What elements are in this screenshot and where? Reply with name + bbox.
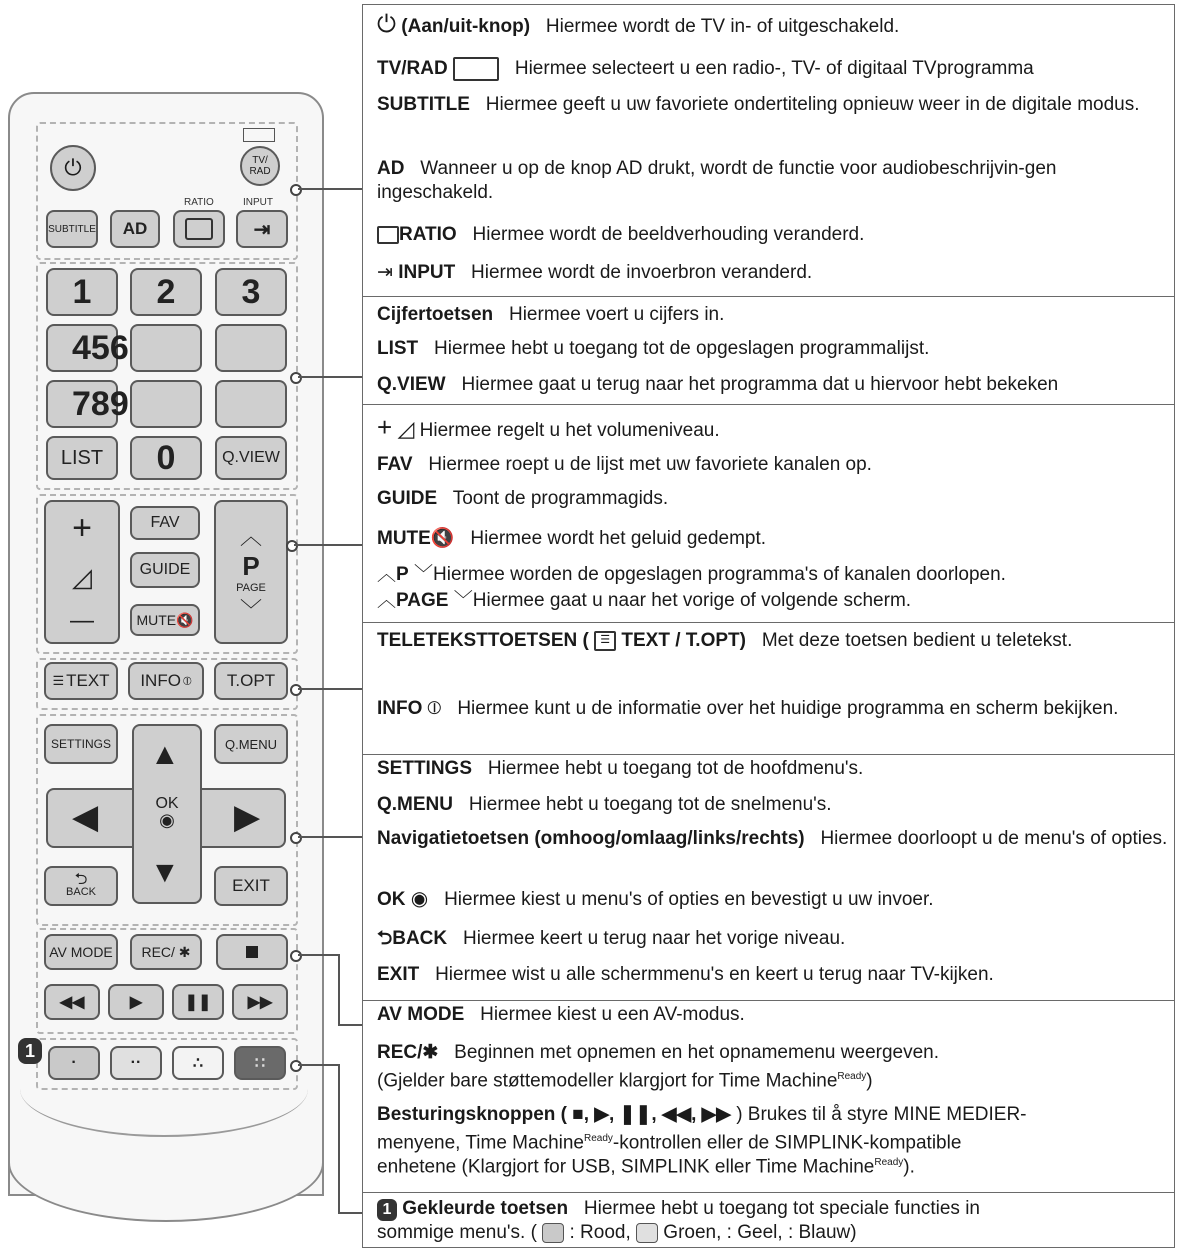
- ok-row: OK ◉ Hiermee kiest u menu's of opties en bevestigt u uw invoer.: [377, 888, 934, 910]
- page-row: ︿PAGE ﹀Hiermee gaat u naar het vorige of volgende scherm.: [377, 590, 912, 611]
- right-arrow-button[interactable]: ▶: [234, 798, 261, 836]
- chevron-up-icon: ︿: [239, 523, 262, 549]
- volume-plus-icon: +: [72, 509, 92, 547]
- connector-line-1b: [340, 188, 362, 190]
- number-9-button[interactable]: [215, 380, 287, 428]
- red-swatch: [542, 1223, 564, 1243]
- section-navigation: [363, 755, 1174, 1001]
- text-button[interactable]: ☰ TEXT: [44, 662, 118, 700]
- section-top-keys: [363, 5, 1174, 297]
- qmenu-button[interactable]: Q.MENU: [214, 724, 288, 764]
- exit-row: EXIT Hiermee wist u alle schermmenu's en keert u terug naar TV-kijken.: [377, 964, 994, 985]
- chevron-up-icon: ︿: [377, 564, 397, 585]
- ok-icon: ◉: [159, 810, 175, 830]
- number-2-button[interactable]: 2: [130, 268, 202, 316]
- rec-row: REC/✱ Beginnen met opnemen en het opnamemenu weergeven.: [377, 1042, 940, 1063]
- connector-line-7h: [338, 1212, 362, 1214]
- connector-line-2: [298, 376, 340, 378]
- volume-icon: ◿: [397, 416, 415, 441]
- topt-button[interactable]: T.OPT: [214, 662, 288, 700]
- fast-forward-icon: ▶▶: [247, 994, 273, 1011]
- connector-dot-3: [286, 540, 298, 552]
- input-icon: ⇥: [253, 218, 271, 241]
- play-button[interactable]: [108, 984, 164, 1020]
- connector-line-6: [298, 954, 338, 956]
- connector-dot-6: [290, 950, 302, 962]
- ok-icon: ◉: [410, 888, 429, 910]
- connector-line-4b: [340, 688, 362, 690]
- avmode-button[interactable]: AV MODE: [44, 934, 118, 970]
- input-icon: ⇥: [377, 262, 393, 283]
- volume-button[interactable]: [44, 500, 120, 644]
- info-button[interactable]: INFO ⦶: [128, 662, 204, 700]
- connector-line-3b: [340, 544, 362, 546]
- ad-row: AD Wanneer u op de knop AD drukt, wordt de functie voor audiobeschrijvin-gen ingeschakeld.: [377, 158, 1057, 203]
- color-keys-badge: 1: [377, 1199, 397, 1221]
- chevron-down-icon: ﹀: [413, 564, 433, 585]
- tvrad-button[interactable]: TV/ RAD: [240, 146, 280, 186]
- section-media: [363, 1001, 1174, 1193]
- up-arrow-button[interactable]: ▲: [150, 738, 180, 771]
- connector-line-5b: [340, 836, 362, 838]
- subtitle-row: SUBTITLE Hiermee geeft u uw favoriete ondertiteling opnieuw weer in de digitale modus.: [377, 94, 1140, 115]
- subtitle-button[interactable]: SUBTITLE: [46, 210, 98, 248]
- connector-line-6h: [338, 1024, 362, 1026]
- yellow-button[interactable]: [172, 1046, 224, 1080]
- settings-row: SETTINGS Hiermee hebt u toegang tot de hoofdmenu's.: [377, 758, 864, 779]
- number-3-button[interactable]: 3: [215, 268, 287, 316]
- color-keys-badge: 1: [18, 1038, 42, 1064]
- description-panel: [362, 4, 1175, 1248]
- exit-button[interactable]: EXIT: [214, 866, 288, 906]
- section-teletext: [363, 623, 1174, 755]
- section-number-keys: [363, 297, 1174, 405]
- back-icon: ⮌: [74, 871, 88, 888]
- qview-button[interactable]: Q.VIEW: [215, 436, 287, 480]
- connector-line-5: [298, 836, 340, 838]
- tv-radio-icon: [453, 57, 499, 81]
- volume-row: + ◿ Hiermee regelt u het volumeniveau.: [377, 412, 720, 442]
- ratio-label: RATIO: [184, 197, 214, 208]
- info-icon: ⦶: [427, 698, 442, 719]
- stop-button[interactable]: [216, 934, 288, 970]
- connector-dot-1: [290, 184, 302, 196]
- power-icon: ⏻: [377, 11, 396, 38]
- back-icon: ⮌: [377, 928, 393, 949]
- left-arrow-button[interactable]: ◀: [72, 798, 99, 836]
- list-row: LIST Hiermee hebt u toegang tot de opgeslagen programmalijst.: [377, 338, 930, 359]
- connector-line-1: [298, 188, 340, 190]
- green-swatch: [636, 1223, 658, 1243]
- connector-line-2b: [340, 376, 362, 378]
- volume-plus-icon: +: [377, 412, 393, 442]
- ratio-icon: [377, 226, 399, 244]
- ok-button[interactable]: OK ◉: [155, 795, 179, 830]
- chevron-up-icon: ︿: [377, 590, 397, 611]
- rec-button[interactable]: REC/ ✱: [130, 934, 202, 970]
- number-0-button[interactable]: 0: [130, 436, 202, 480]
- connector-dot-7: [290, 1060, 302, 1072]
- fav-row: FAV Hiermee roept u de lijst met uw favoriete kanalen op.: [377, 454, 872, 475]
- volume-icon: ◿: [72, 562, 92, 592]
- pause-icon: ❚❚: [184, 994, 212, 1011]
- section-volume-channel: [363, 405, 1174, 623]
- power-icon: ⏻: [64, 155, 82, 180]
- connector-line-6v: [338, 954, 340, 1026]
- chevron-down-icon: ﹀: [239, 597, 262, 623]
- back-button[interactable]: ⮌ BACK: [44, 866, 118, 906]
- connector-dot-2: [290, 372, 302, 384]
- power-button[interactable]: [50, 145, 96, 191]
- rewind-icon: ◀◀: [59, 994, 85, 1011]
- dots-triangle-icon: ∴: [192, 1055, 204, 1072]
- input-label: INPUT: [243, 197, 273, 208]
- fast-forward-button[interactable]: [232, 984, 288, 1020]
- ratio-icon: [185, 218, 213, 240]
- connector-line-4: [298, 688, 340, 690]
- settings-button[interactable]: SETTINGS: [44, 724, 118, 764]
- input-button[interactable]: [236, 210, 288, 248]
- avmode-row: AV MODE Hiermee kiest u een AV-modus.: [377, 1004, 745, 1025]
- play-icon: ▶: [129, 994, 143, 1011]
- mute-icon: 🔇: [176, 611, 194, 628]
- section-color-keys: [363, 1193, 1174, 1249]
- program-button[interactable]: ︿ P PAGE ﹀: [214, 500, 288, 644]
- mute-icon: 🔇: [430, 528, 455, 549]
- text-icon: ☰: [594, 631, 616, 651]
- back-row: ⮌BACK Hiermee keert u terug naar het vorige niveau.: [377, 928, 846, 949]
- tvrad-icon: [243, 128, 275, 142]
- number-6-button[interactable]: [215, 324, 287, 372]
- number-8-button[interactable]: [130, 380, 202, 428]
- info-icon: ⦶: [182, 673, 192, 688]
- ratio-button[interactable]: [173, 210, 225, 248]
- down-arrow-button[interactable]: ▼: [150, 856, 180, 889]
- input-row: ⇥ INPUT Hiermee wordt de invoerbron veranderd.: [377, 262, 813, 283]
- tvrad-row: TV/RAD Hiermee selecteert u een radio-, TV- of digitaal TVprogramma: [377, 58, 1034, 80]
- volume-minus-icon: —: [70, 607, 94, 634]
- guide-row: GUIDE Toont de programmagids.: [377, 488, 669, 509]
- rec-row-2: (Gjelder bare støttemodeller klargjort for Time Machine$^{Ready}$): [377, 1070, 873, 1092]
- blue-button[interactable]: [234, 1046, 286, 1080]
- rec-icon: ✱: [422, 1042, 439, 1063]
- ratio-row: RATIO Hiermee wordt de beeldverhouding veranderd.: [377, 223, 1170, 247]
- program-row: ︿P ﹀Hiermee worden de opgeslagen programma's of kanalen doorlopen.: [377, 564, 1006, 585]
- guide-button[interactable]: GUIDE: [130, 552, 200, 588]
- green-button[interactable]: [110, 1046, 162, 1080]
- connector-line-7: [298, 1064, 338, 1066]
- navigation-row: Navigatietoetsen (omhoog/omlaag/links/rechts) Hiermee doorloopt u de menu's of opties.: [377, 828, 1168, 849]
- media-icons: ■, ▶, ❚❚, ◀◀, ▶▶: [572, 1104, 731, 1125]
- teletext-row: TELETEKSTTOETSEN ( ☰ TEXT / T.OPT) Met deze toetsen bedient u teletekst.: [377, 630, 1073, 651]
- number-4-button[interactable]: 456: [46, 324, 118, 372]
- connector-dot-5: [290, 832, 302, 844]
- dot-icon: ·: [71, 1054, 77, 1071]
- connector-line-7v: [338, 1064, 340, 1214]
- chevron-down-icon: ﹀: [453, 590, 473, 611]
- color-keys-row-2: sommige menu's. ( : Rood, Groen, : Geel, : Blauw): [377, 1222, 857, 1243]
- ad-button[interactable]: AD: [110, 210, 160, 248]
- controls-row-2: menyene, Time Machine$^{Ready}$-kontrollen eller de SIMPLINK-kompatible: [377, 1132, 962, 1154]
- number-1-button[interactable]: 1: [46, 268, 118, 316]
- qmenu-row: Q.MENU Hiermee hebt u toegang tot de snelmenu's.: [377, 794, 832, 815]
- qview-row: Q.VIEW Hiermee gaat u terug naar het programma dat u hiervoor hebt bekeken: [377, 374, 1059, 395]
- info-row: INFO ⦶ Hiermee kunt u de informatie over het huidige programma en scherm bekijken.: [377, 698, 1119, 719]
- text-icon: ☰: [52, 673, 65, 688]
- red-button[interactable]: [48, 1046, 100, 1080]
- mute-button[interactable]: MUTE 🔇: [130, 604, 200, 636]
- fav-button[interactable]: FAV: [130, 506, 200, 540]
- controls-row-3: enhetene (Klargjort for USB, SIMPLINK eller Time Machine$^{Ready}$).: [377, 1156, 915, 1178]
- dots-square-icon: ∷: [254, 1055, 266, 1072]
- remote-control: [0, 0, 340, 1251]
- stop-icon: [246, 946, 258, 958]
- number-keys-row: Cijfertoetsen Hiermee voert u cijfers in.: [377, 304, 725, 325]
- rewind-button[interactable]: [44, 984, 100, 1020]
- color-keys-row: 1 Gekleurde toetsen Hiermee hebt u toegang tot speciale functies in: [377, 1197, 1170, 1221]
- power-row: ⏻ (Aan/uit-knop) Hiermee wordt de TV in- of uitgeschakeld.: [377, 11, 900, 38]
- controls-row: Besturingsknoppen ( ■, ▶, ❚❚, ◀◀, ▶▶ ) Brukes til å styre MINE MEDIER-: [377, 1104, 1027, 1125]
- connector-dot-4: [290, 684, 302, 696]
- number-5-button[interactable]: [130, 324, 202, 372]
- list-button[interactable]: LIST: [46, 436, 118, 480]
- number-7-button[interactable]: 789: [46, 380, 118, 428]
- pause-button[interactable]: [172, 984, 224, 1020]
- mute-row: MUTE🔇 Hiermee wordt het geluid gedempt.: [377, 528, 767, 549]
- dots-icon: ··: [130, 1054, 142, 1071]
- connector-line-3: [294, 544, 340, 546]
